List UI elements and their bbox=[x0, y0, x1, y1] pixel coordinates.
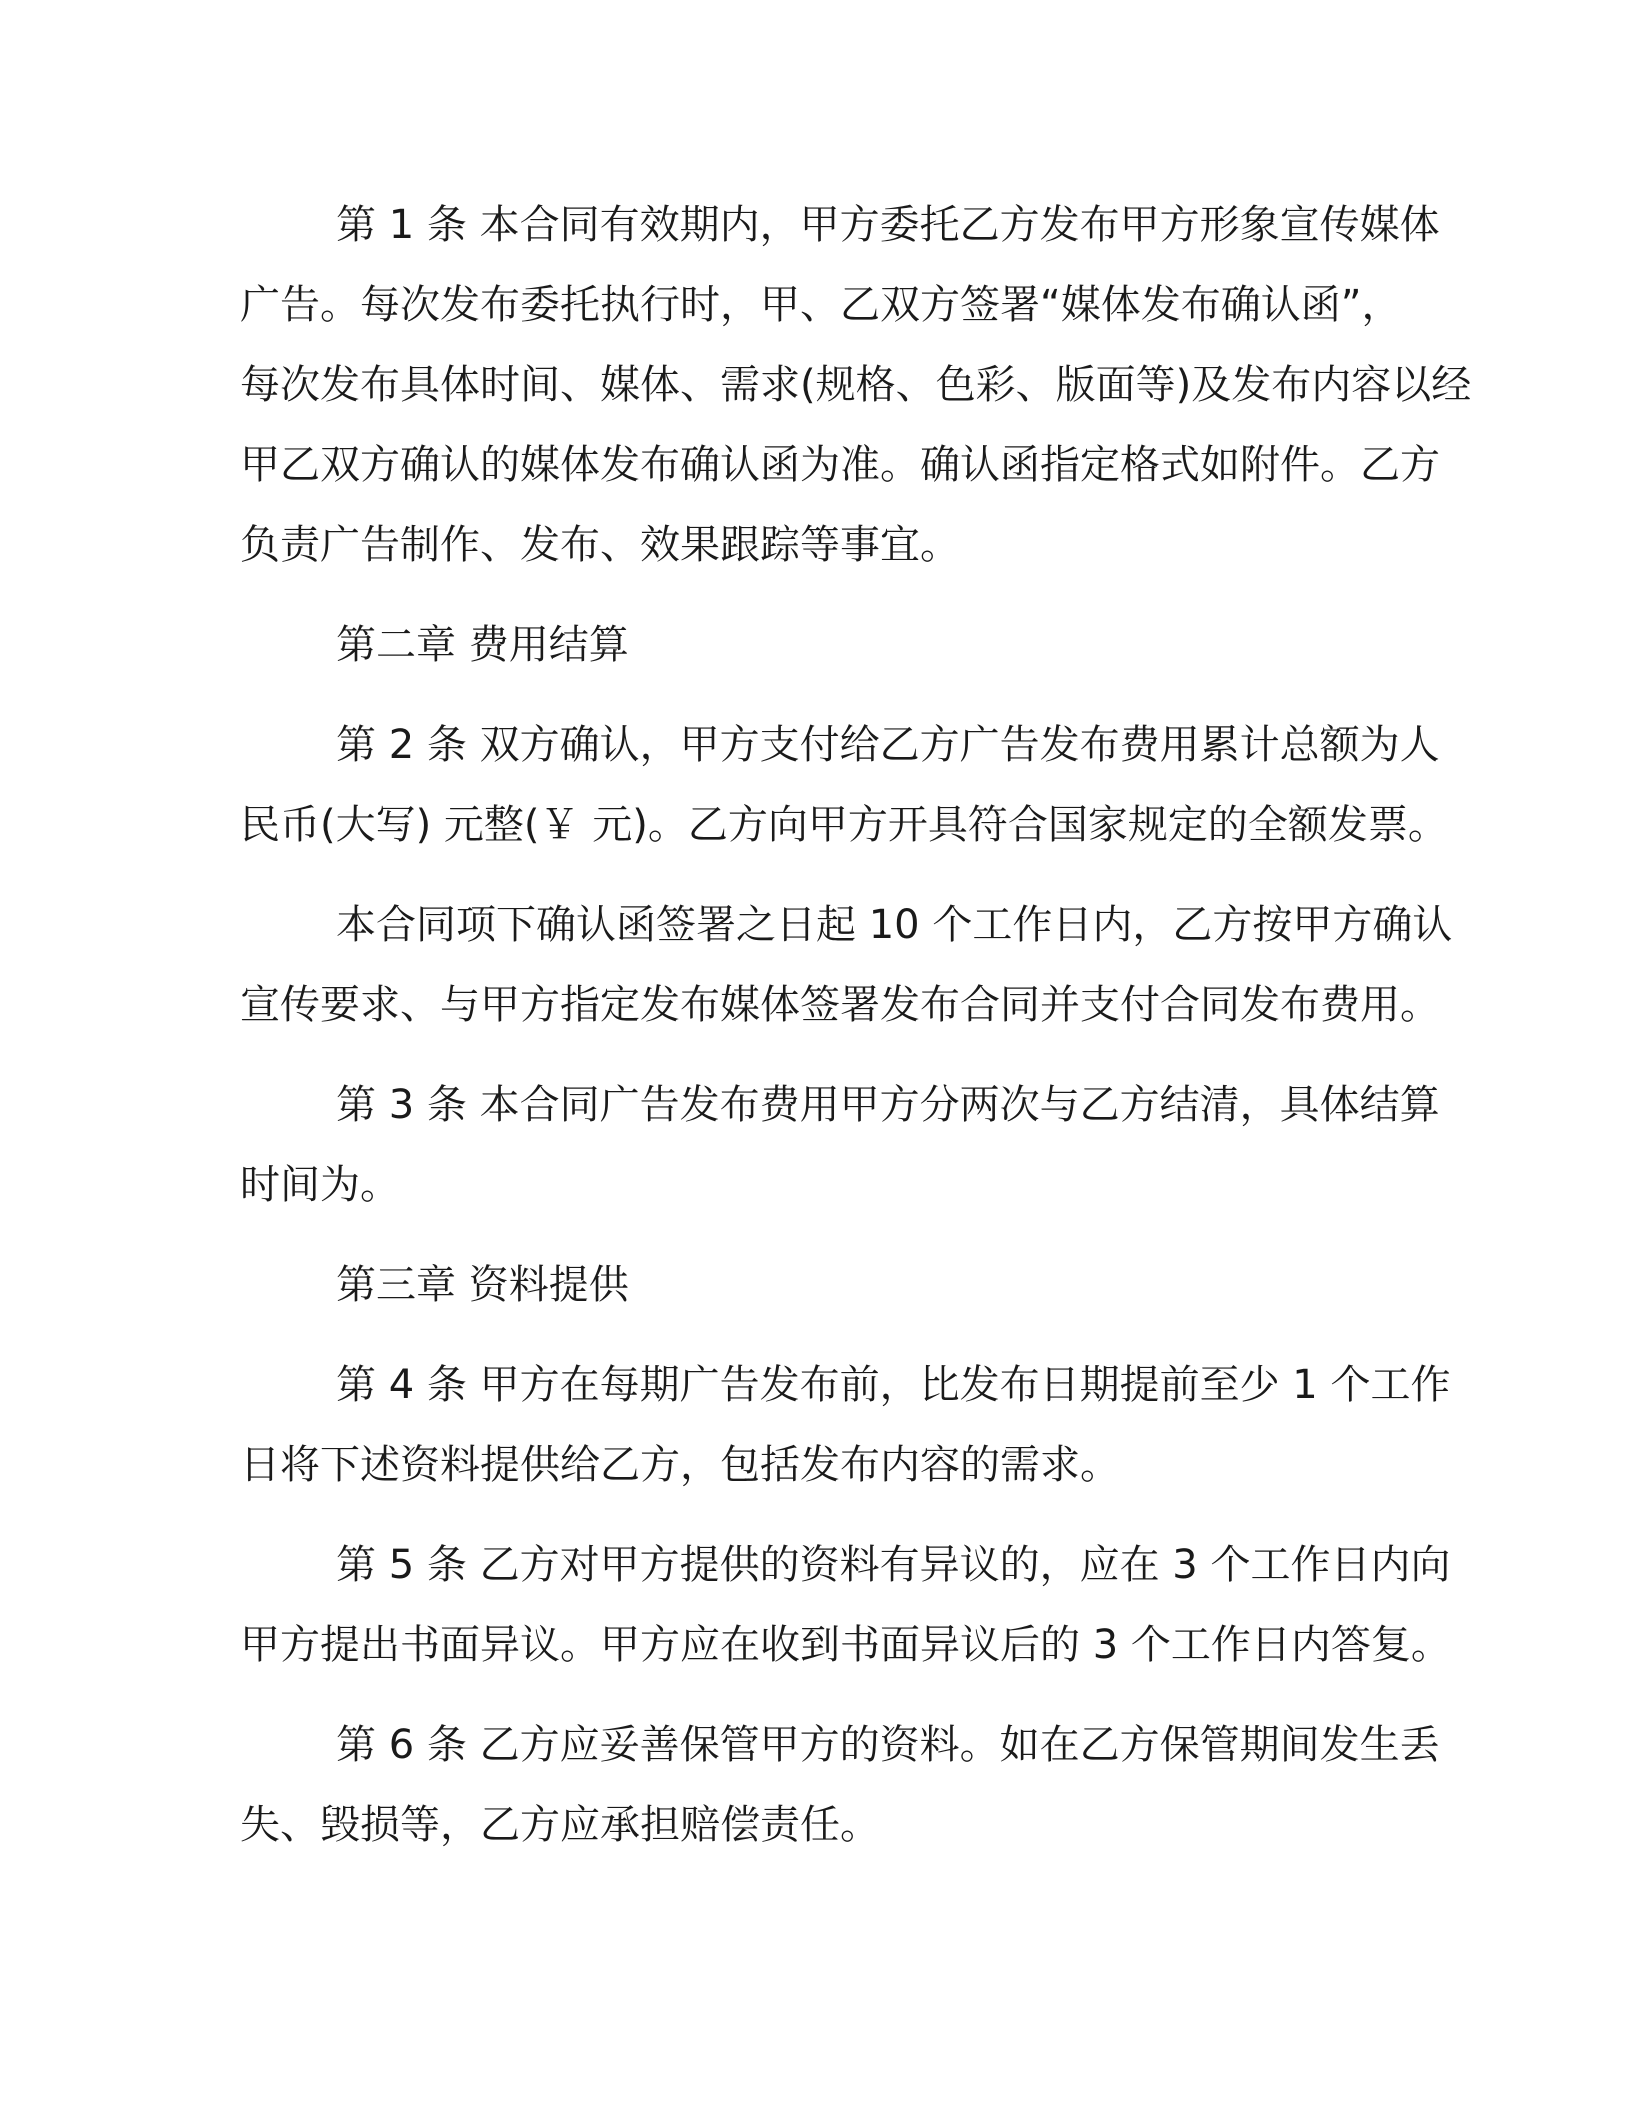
article-4-paragraph: 第 4 条 甲方在每期广告发布前，比发布日期提前至少 1 个工作 日将下述资料提供给乙方，包括发布内容的需求。 bbox=[240, 1362, 1451, 1488]
chapter-3-heading: 第三章 资料提供 bbox=[336, 1262, 629, 1308]
chapter-2-heading: 第二章 费用结算 bbox=[336, 622, 629, 668]
article-2-continuation-paragraph: 本合同项下确认函签署之日起 10 个工作日内，乙方按甲方确认 宣传要求、与甲方指定发布媒体签署发布合同并支付合同发布费用。 bbox=[240, 902, 1453, 1028]
article-6-paragraph: 第 6 条 乙方应妥善保管甲方的资料。如在乙方保管期间发生丢 失、毁损等，乙方应承担赔偿责任。 bbox=[240, 1722, 1440, 1848]
document-body bbox=[240, 185, 1472, 1885]
article-5-paragraph: 第 5 条 乙方对甲方提供的资料有异议的，应在 3 个工作日内向 甲方提出书面异议。甲方应在收到书面异议后的 3 个工作日内答复。 bbox=[240, 1542, 1451, 1668]
article-1-paragraph: 第 1 条 本合同有效期内，甲方委托乙方发布甲方形象宣传媒体 广告。每次发布委托执行时，甲、乙双方签署“媒体发布确认函”， 每次发布具体时间、媒体、需求(规格、色彩、版面等)及发布内容以经 甲乙双方确认的媒体发布确认函为准。确认函指定格式如附件。乙方 负责广告制作、发布、效果跟踪等事宜。 bbox=[240, 202, 1472, 568]
article-2-paragraph: 第 2 条 双方确认，甲方支付给乙方广告发布费用累计总额为人 民币(大写) 元整(￥ 元)。乙方向甲方开具符合国家规定的全额发票。 bbox=[240, 722, 1448, 848]
article-3-paragraph: 第 3 条 本合同广告发布费用甲方分两次与乙方结清，具体结算 时间为。 bbox=[240, 1082, 1440, 1208]
